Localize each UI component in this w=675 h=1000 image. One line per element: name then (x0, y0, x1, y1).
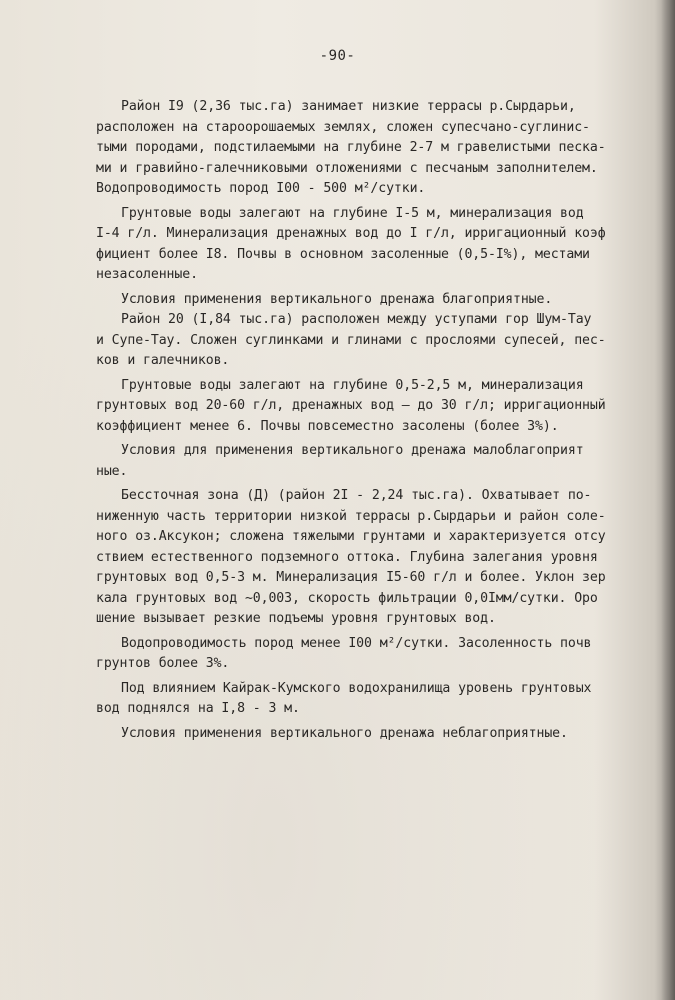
text-line: Условия применения вертикального дренажа неблагоприятные. (121, 725, 568, 741)
text-line: ниженную часть территории низкой террасы р.Сырдарьи и район соле- (96, 508, 606, 524)
text-line: Бессточная зона (Д) (район 2I - 2,24 тыс.га). Охватывает по- (121, 488, 592, 503)
text-line: грунтов более 3%. (96, 656, 230, 671)
text-line: ные. (96, 463, 128, 479)
text-line: Под влиянием Кайрак-Кумского водохранилища уровень грунтовых (121, 680, 592, 696)
text-line: ков и галечников. (96, 353, 230, 368)
text-line: ми и гравийно-галечниковыми отложениями с песчаным заполнителем. (96, 160, 598, 176)
text-line: тыми породами, подстилаемыми на глубине 2-7 м гравелистыми песка- (96, 140, 606, 155)
text-line: Водопроводимость пород I00 - 500 м²/сутки. (96, 181, 426, 196)
page-number: -90- (319, 48, 356, 64)
text-line: Грунтовые воды залегают на глубине I-5 м, минерализация вод (121, 205, 584, 221)
text-line: Условия применения вертикального дренажа благоприятные. (121, 291, 553, 307)
text-line: коэффициент менее 6. Почвы повсеместно засолены (более 3%). (96, 418, 559, 434)
text-line: ствием естественного подземного оттока. Глубина залегания уровня (96, 549, 598, 565)
text-line: расположен на староорошаемых землях, сложен супесчано-суглинис- (96, 119, 590, 135)
text-line: вод поднялся на I,8 - 3 м. (96, 701, 300, 716)
text-line: Водопроводимость пород менее I00 м²/сутки. Засоленность почв (121, 635, 592, 651)
text-line: ного оз.Аксукон; сложена тяжелыми грунтами и характеризуется отсу (96, 529, 606, 544)
text-line: фициент более I8. Почвы в основном засоленные (0,5-I%), местами (96, 246, 590, 262)
text-line: Район 20 (I,84 тыс.га) расположен между уступами гор Шум-Тау (121, 312, 592, 327)
text-line: незасоленные. (96, 267, 198, 282)
text-line: Грунтовые воды залегают на глубине 0,5-2,5 м, минерализация (121, 377, 584, 393)
text-line: Условия для применения вертикального дренажа малоблагоприят (121, 443, 584, 458)
text-line: грунтовых вод 20-60 г/л, дренажных вод — до 30 г/л; ирригационный (96, 398, 606, 413)
document-body (96, 97, 675, 744)
text-line: кала грунтовых вод ~0,003, скорость фильтрации 0,0Iмм/сутки. Оро (96, 590, 598, 606)
text-line: и Супе-Тау. Сложен суглинками и глинами с прослоями супесей, пес- (96, 332, 606, 348)
text-line: шение вызывает резкие подъемы уровня грунтовых вод. (96, 611, 496, 626)
text-line: Район I9 (2,36 тыс.га) занимает низкие террасы р.Сырдарьи, (121, 99, 576, 114)
text-line: грунтовых вод 0,5-3 м. Минерализация I5-60 г/л и более. Уклон зер (96, 570, 606, 585)
text-line: I-4 г/л. Минерализация дренажных вод до I г/л, ирригационный коэф (96, 226, 606, 241)
